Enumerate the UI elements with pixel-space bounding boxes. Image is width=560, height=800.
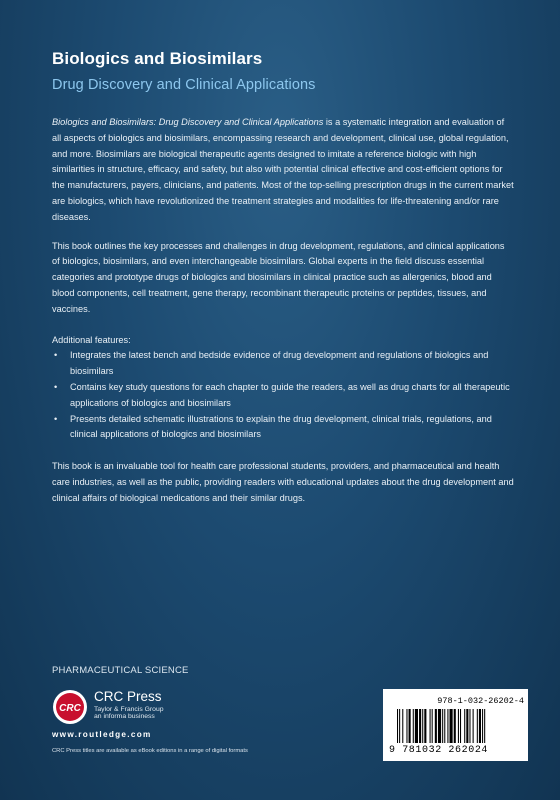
feature-text: Contains key study questions for each chapter to guide the readers, as well as drug charts for all therapeutic applications of biologics and biosimilars	[70, 381, 510, 408]
bullet-icon: •	[54, 413, 58, 424]
barcode-bar	[430, 709, 431, 743]
barcode-bar	[415, 709, 418, 743]
barcode-bar	[473, 709, 474, 743]
barcode-bar	[466, 709, 468, 743]
intro-title-italic: Biologics and Biosimilars: Drug Discovery and Clinical Applications	[52, 117, 324, 127]
features-heading: Additional features:	[52, 334, 131, 345]
barcode-bar	[447, 709, 448, 743]
barcode-bar	[444, 709, 445, 743]
publisher-group: Taylor & Francis Group	[94, 706, 164, 714]
features-list	[52, 348, 514, 443]
barcode-bar	[438, 709, 441, 743]
audience-paragraph: This book is an invaluable tool for health care professional students, providers, and pharmaceutical and health care industries, as well as the public, providing readers with educational updates about the drug development and clinical affairs of biological medications and their similar drugs.	[52, 461, 514, 503]
barcode-bar	[435, 709, 437, 743]
barcode-bar	[419, 709, 421, 743]
book-title: Biologics and Biosimilars	[52, 49, 263, 68]
crc-press-logo-icon	[52, 689, 88, 725]
publisher-business: an informa business	[94, 713, 155, 721]
description	[52, 115, 514, 522]
ebook-note: CRC Press titles are available as eBook editions in a range of digital formats	[52, 748, 248, 754]
barcode-bars-icon	[397, 709, 525, 743]
barcode-bar	[402, 709, 403, 743]
publisher-name: CRC Press	[94, 689, 162, 704]
barcode-bar	[399, 709, 400, 743]
intro-text: is a systematic integration and evaluation of all aspects of biologics and biosimilars, encompassing research and development, clinical use, global regulation, and more. Biosimilars are biological therapeutic agents designed to imitate a reference biologic with high similarities in structure, efficacy, and safety, but also with potential clinical effective and cost-efficient options for the manufacturers, payers, clinicians, and patients. Most of the top-selling prescription drugs in the current market are biologics, which have revolutionized the treatment strategies and modalities for life-threatening and/or rare diseases.	[52, 117, 514, 222]
barcode-bar	[409, 709, 411, 743]
bullet-icon: •	[54, 381, 58, 392]
barcode-bar	[477, 709, 478, 743]
logo-text: CRC	[59, 703, 81, 714]
intro-paragraph	[52, 115, 514, 226]
barcode-bar	[464, 709, 465, 743]
barcode-bar	[460, 709, 461, 743]
feature-item	[52, 380, 514, 412]
barcode-bar	[454, 709, 456, 743]
feature-item	[52, 412, 514, 444]
barcode-bar	[442, 709, 443, 743]
barcode-bar	[424, 709, 426, 743]
barcode-bar	[479, 709, 481, 743]
isbn-barcode	[383, 689, 528, 761]
outline-paragraph: This book outlines the key processes and challenges in drug development, regulations, and clinical applications of biologics, biosimilars, and even interchangeable biosimilars. Global experts in the field discuss essential categories and prototype drugs of biologics and biosimilars in clinical practice such as allergenics, blood and blood components, cell treatment, gene therapy, recombinant therapeutic proteins or peptides, tissues, and vaccines.	[52, 240, 505, 314]
barcode-bar	[484, 709, 485, 743]
book-subtitle: Drug Discovery and Clinical Applications	[52, 77, 316, 93]
bullet-icon: •	[54, 350, 58, 361]
barcode-bar	[432, 709, 433, 743]
barcode-bar	[422, 709, 423, 743]
feature-item	[52, 348, 514, 380]
publisher-website: www.routledge.com	[52, 730, 152, 739]
subject-category: PHARMACEUTICAL SCIENCE	[52, 665, 189, 676]
publisher-block	[94, 690, 164, 720]
barcode-bar	[397, 709, 398, 743]
isbn-number: 978-1-032-26202-4	[437, 696, 524, 706]
barcode-bar	[406, 709, 407, 743]
barcode-bar	[458, 709, 459, 743]
barcode-digits: 9 781032 262024	[389, 745, 489, 756]
feature-text: Presents detailed schematic illustrations to explain the drug development, clinical trials, regulations, and clinical applications of biologics and biosimilars	[70, 413, 492, 440]
barcode-bar	[450, 709, 453, 743]
barcode-bar	[469, 709, 470, 743]
feature-text: Integrates the latest bench and bedside evidence of drug development and regulations of biologics and biosimilars	[70, 350, 489, 377]
barcode-bar	[413, 709, 414, 743]
barcode-bar	[482, 709, 483, 743]
